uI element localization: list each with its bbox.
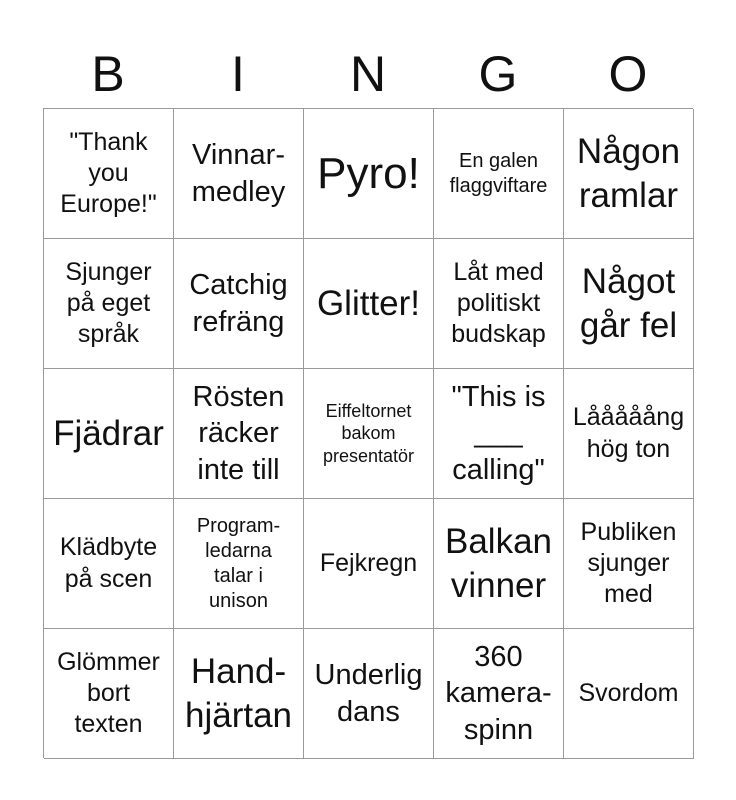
cell-label: Något går fel	[579, 261, 678, 345]
cell-label: Låt med politiskt budskap	[451, 257, 546, 349]
cell-label: Fjädrar	[53, 413, 164, 453]
header-letter-g: G	[478, 46, 518, 102]
cell-label: Vinnar-medley	[191, 139, 286, 208]
bingo-cell[interactable]	[44, 499, 174, 629]
bingo-cell[interactable]	[304, 499, 434, 629]
cell-label: Glitter!	[316, 283, 421, 323]
cell-label: Program-ledarna talar i unison	[196, 514, 281, 612]
bingo-cell[interactable]	[44, 239, 174, 369]
bingo-cell[interactable]	[434, 629, 564, 759]
bingo-cell[interactable]	[564, 239, 694, 369]
bingo-cell[interactable]	[174, 369, 304, 499]
bingo-cell[interactable]	[434, 369, 564, 499]
cell-label: "Thank you Europe!"	[60, 127, 157, 219]
bingo-header	[43, 40, 693, 108]
cell-label: Publiken sjunger med	[580, 517, 677, 609]
bingo-grid	[43, 108, 693, 758]
cell-label: Fejkregn	[319, 548, 418, 577]
bingo-cell[interactable]	[174, 239, 304, 369]
bingo-cell[interactable]	[434, 109, 564, 239]
bingo-cell[interactable]	[304, 239, 434, 369]
cell-label: Underlig dans	[314, 659, 423, 728]
cell-label: Hand-hjärtan	[184, 651, 293, 735]
header-letter-n: N	[349, 46, 387, 102]
header-letter-o: O	[608, 46, 648, 102]
bingo-cell[interactable]	[304, 629, 434, 759]
cell-label: Sjunger på eget språk	[65, 257, 152, 349]
bingo-cell[interactable]	[564, 499, 694, 629]
bingo-cell[interactable]	[564, 369, 694, 499]
bingo-cell[interactable]	[44, 109, 174, 239]
cell-label: Catchig refräng	[189, 269, 288, 338]
cell-label: Någon ramlar	[576, 131, 681, 215]
cell-label: 360 kamera-spinn	[445, 641, 552, 746]
bingo-cell[interactable]	[434, 499, 564, 629]
cell-label: En galen flaggviftare	[449, 149, 548, 197]
bingo-cell[interactable]	[304, 109, 434, 239]
cell-label: Rösten räcker inte till	[192, 381, 285, 486]
cell-label: Pyro!	[317, 149, 420, 198]
bingo-cell[interactable]	[304, 369, 434, 499]
bingo-cell[interactable]	[174, 109, 304, 239]
bingo-cell[interactable]	[174, 499, 304, 629]
cell-label: Glömmer bort texten	[57, 647, 160, 739]
cell-label: Eiffeltornet bakom presentatör	[322, 400, 415, 466]
bingo-cell[interactable]	[44, 369, 174, 499]
cell-label: Svordom	[578, 678, 679, 707]
bingo-cell[interactable]	[174, 629, 304, 759]
cell-label: "This is ___ calling"	[451, 381, 546, 486]
header-letter-b: B	[91, 46, 125, 102]
bingo-cell[interactable]	[564, 109, 694, 239]
cell-label: Balkan vinner	[444, 521, 553, 605]
bingo-cell[interactable]	[434, 239, 564, 369]
bingo-cell[interactable]	[564, 629, 694, 759]
cell-label: Klädbyte på scen	[59, 533, 158, 593]
cell-label: Lååååång hög ton	[572, 403, 685, 463]
bingo-cell[interactable]	[44, 629, 174, 759]
header-letter-i: I	[231, 46, 245, 102]
